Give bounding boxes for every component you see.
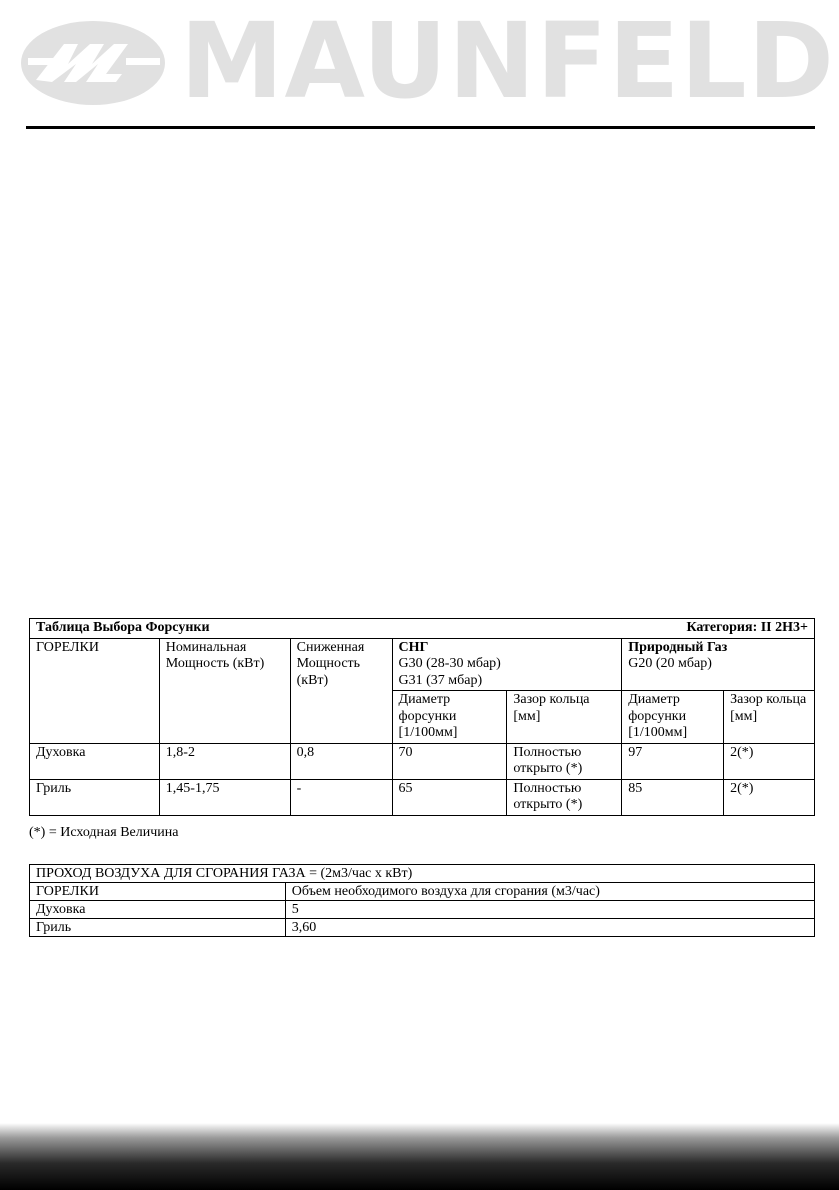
cell-lpg-gap: Полностью открыто (*) (507, 779, 622, 815)
lpg-g31: G31 (37 мбар) (398, 672, 483, 688)
ng-title: Природный Газ (628, 639, 728, 655)
table-row (30, 779, 815, 815)
brand-logo-text: MAUNFELD (180, 0, 835, 122)
cell-ng-gap: 2(*) (724, 779, 815, 815)
cell-lpg-gap: Полностью открыто (*) (507, 743, 622, 779)
air-cell-volume: 5 (285, 901, 814, 919)
table-row (30, 919, 815, 937)
lpg-g30: G30 (28-30 мбар) (398, 656, 501, 671)
cell-lpg-diameter: 65 (392, 779, 507, 815)
air-cell-volume: 3,60 (285, 919, 814, 937)
cell-burner: Духовка (30, 743, 160, 779)
air-col-volume-header: Объем необходимого воздуха для сгорания (м3/час) (285, 883, 814, 901)
table-title: Таблица Выбора Форсунки (30, 619, 507, 639)
cell-ng-diameter: 97 (622, 743, 724, 779)
ng-diameter-header: Диаметр форсунки [1/100мм] (622, 691, 724, 744)
lpg-gap-header: Зазор кольца [мм] (507, 691, 622, 744)
table-row (30, 743, 815, 779)
cell-ng-gap: 2(*) (724, 743, 815, 779)
col-reduced-header: Сниженная Мощность (кВт) (290, 638, 392, 743)
table-header-row (30, 638, 815, 691)
cell-reduced: 0,8 (290, 743, 392, 779)
cell-ng-diameter: 85 (622, 779, 724, 815)
table-title-row (30, 619, 815, 639)
lpg-diameter-header: Диаметр форсунки [1/100мм] (392, 691, 507, 744)
air-col-burners-header: ГОРЕЛКИ (30, 883, 286, 901)
air-cell-burner: Гриль (30, 919, 286, 937)
lpg-title: СНГ (398, 639, 429, 655)
page-header (0, 0, 839, 130)
cell-nominal: 1,45-1,75 (159, 779, 290, 815)
air-cell-burner: Духовка (30, 901, 286, 919)
col-nominal-header: Номинальная Мощность (кВт) (159, 638, 290, 743)
air-table-title: ПРОХОД ВОЗДУХА ДЛЯ СГОРАНИЯ ГАЗА = (2м3/час x кВт) (30, 865, 815, 883)
footnote: (*) = Исходная Величина (29, 825, 179, 840)
table-row (30, 901, 815, 919)
footer-gradient-bar (0, 1123, 839, 1190)
cell-burner: Гриль (30, 779, 160, 815)
combustion-air-table (29, 864, 815, 937)
col-burners-header: ГОРЕЛКИ (30, 638, 160, 743)
cell-nominal: 1,8-2 (159, 743, 290, 779)
ng-g20: G20 (20 мбар) (628, 656, 712, 671)
ng-gap-header: Зазор кольца [мм] (724, 691, 815, 744)
header-divider (26, 126, 815, 129)
air-header-row (30, 883, 815, 901)
cell-lpg-diameter: 70 (392, 743, 507, 779)
cell-reduced: - (290, 779, 392, 815)
gas-category: Категория: II 2H3+ (507, 619, 815, 639)
injector-selection-table (29, 618, 815, 816)
lpg-group-header (392, 638, 622, 691)
air-title-row (30, 865, 815, 883)
maunfeld-m-emblem-icon (18, 20, 168, 106)
ng-group-header (622, 638, 815, 691)
